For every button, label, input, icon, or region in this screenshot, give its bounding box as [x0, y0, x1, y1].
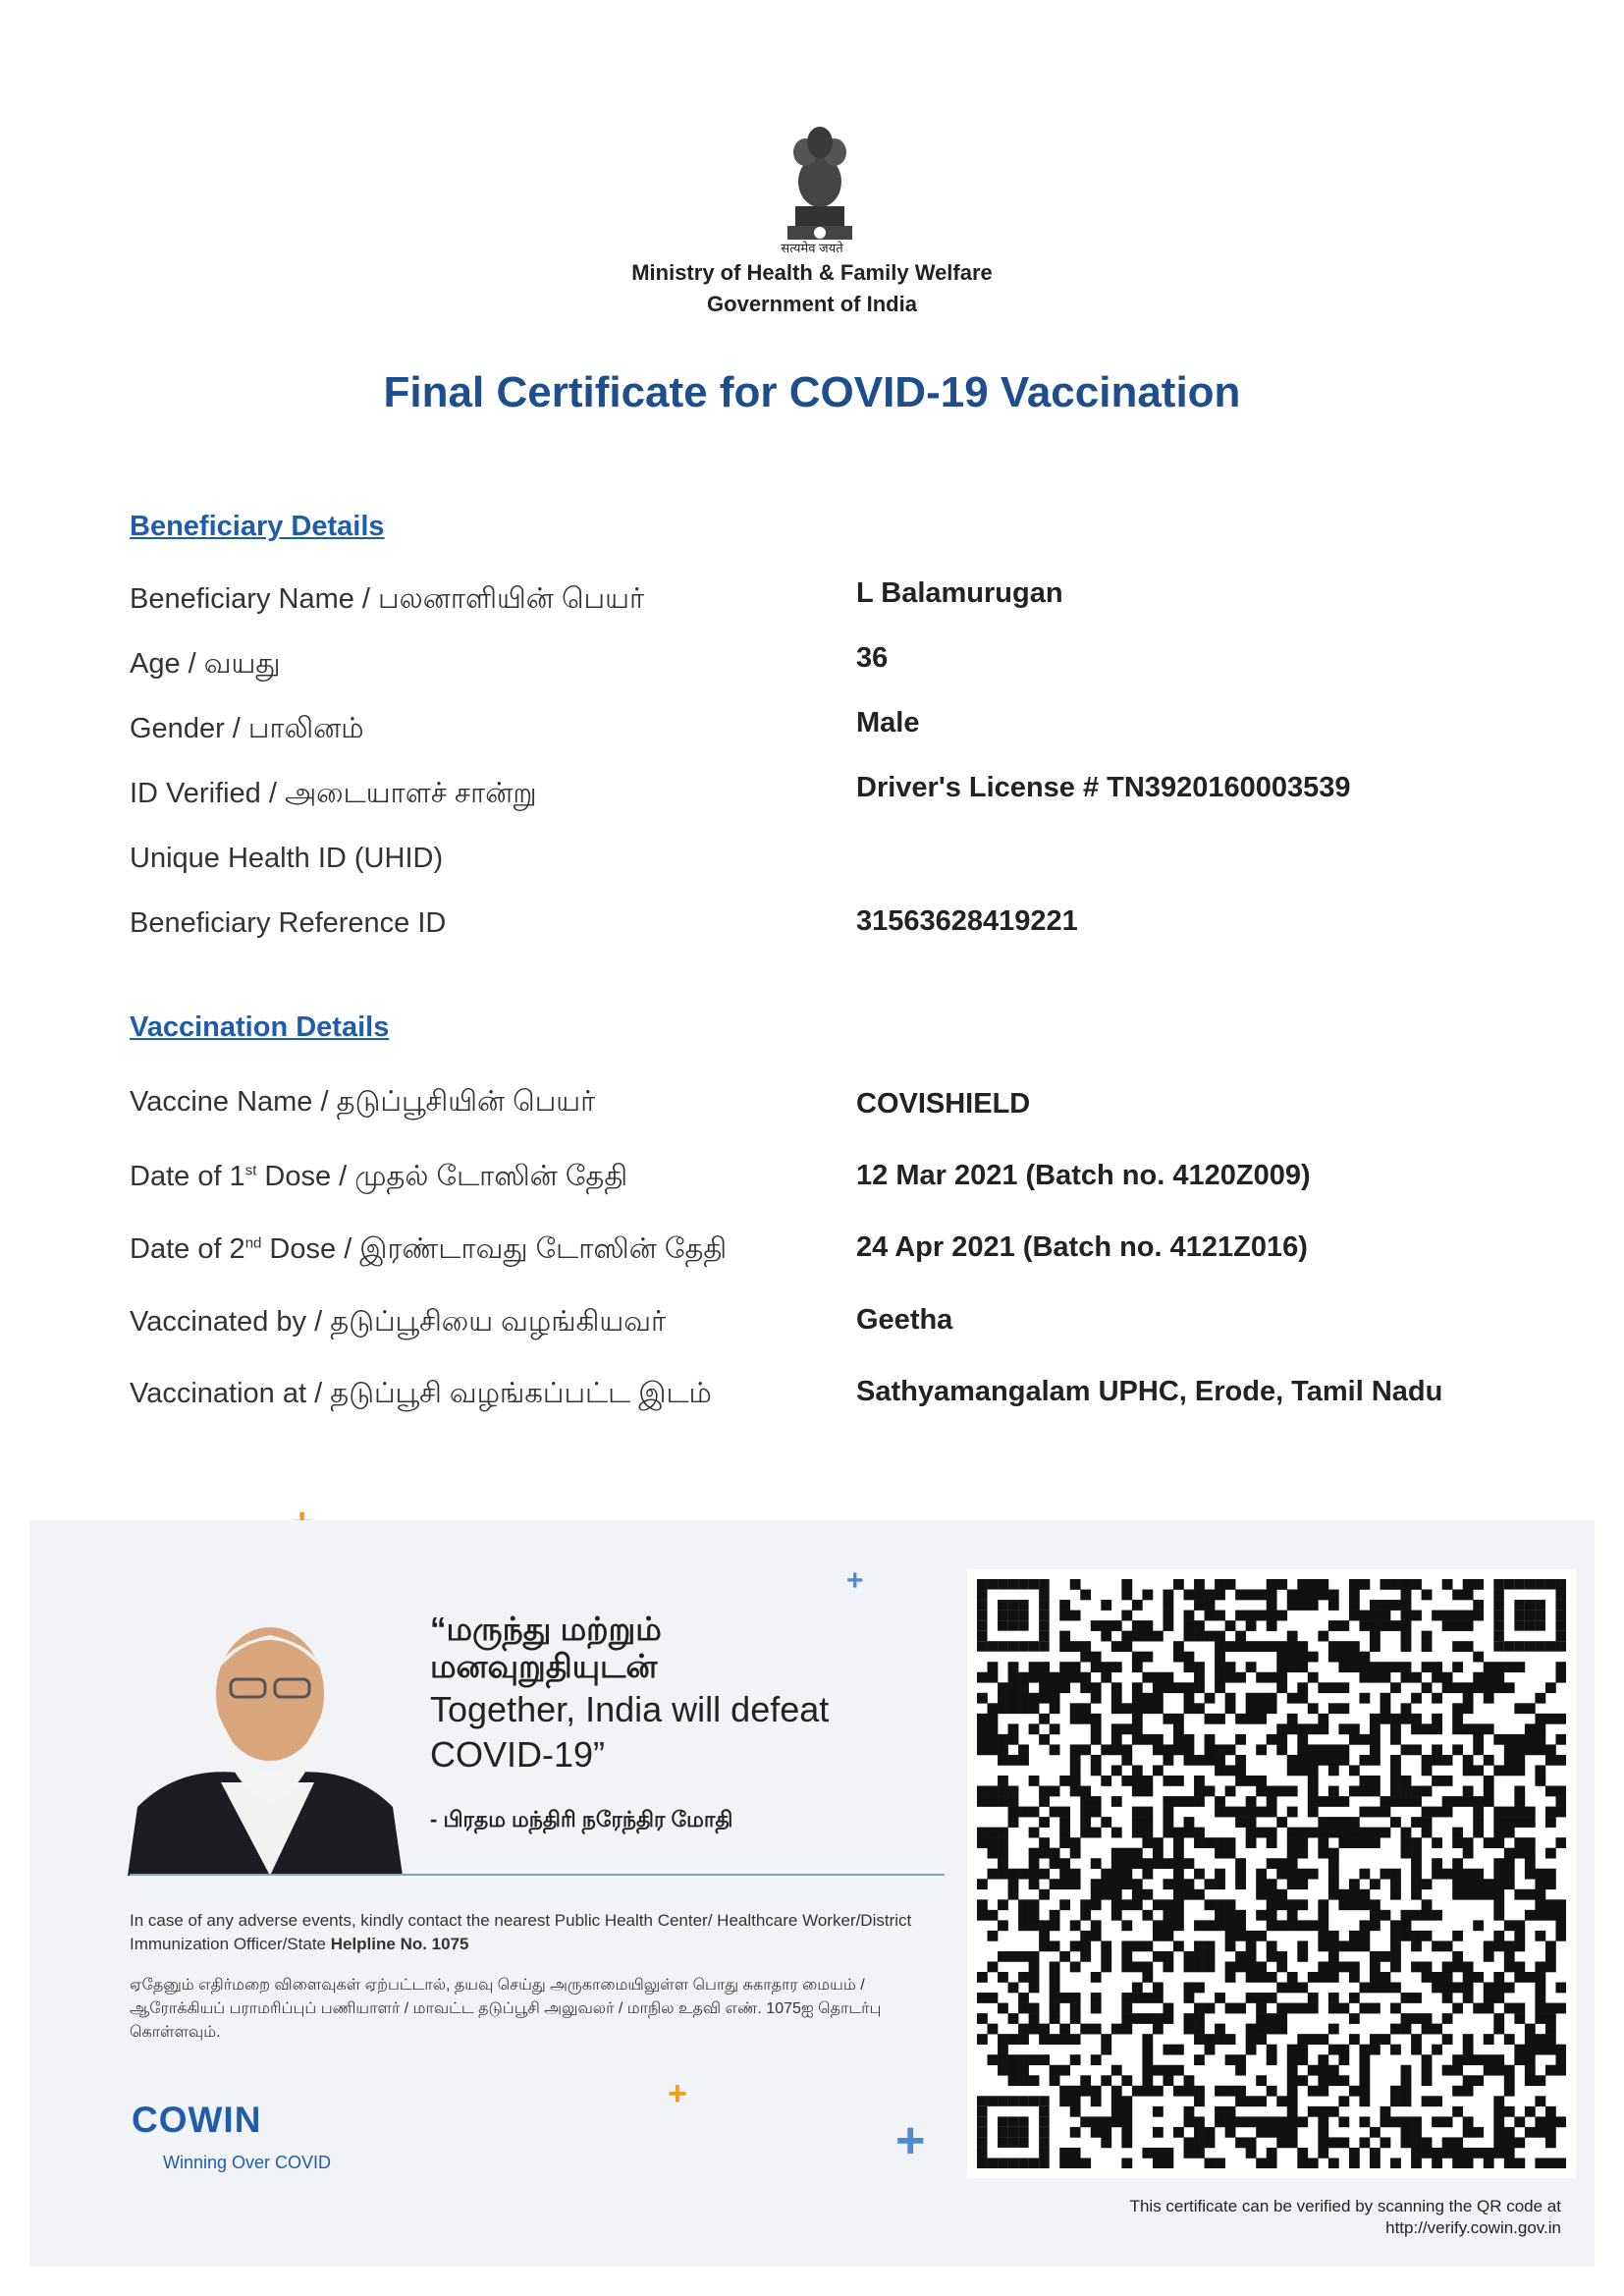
cowin-tagline: Winning Over COVID: [163, 2153, 332, 2172]
quote-tamil: “மருந்து மற்றும் மனவுறுதியுடன்: [430, 1611, 662, 1684]
qr-code-panel: [967, 1569, 1576, 2178]
helpline-tamil: ஏதேனும் எதிர்மறை விளைவுகள் ஏற்பட்டால், தயவு செய்து அருகாமையிலுள்ள பொது சுகாதார மையம் / ஆரோக்கியப் பராமரிப்புப் பணியாளர் / மாவட்ட தடுப்பூசி அலுவலர் / மாநில உதவி எண். 1075ஐ தொடர்பு கொள்ளவும்.: [130, 1977, 882, 2041]
emblem-motto: सत्यमेव जयते: [781, 241, 843, 255]
quote-attribution: - பிரதம மந்திரி நரேந்திர மோதி: [430, 1807, 733, 1831]
ministry-name: Ministry of Health & Family Welfare: [631, 260, 993, 285]
government-name: Government of India: [707, 292, 917, 316]
vaccinated-by-label: Vaccinated by / தடுப்பூசியை வழங்கியவர்: [130, 1306, 667, 1338]
plus-decoration-orange-2: +: [668, 2075, 687, 2112]
plus-decoration-blue-2: +: [895, 2112, 926, 2169]
beneficiary-name-value: L Balamurugan: [856, 577, 1063, 609]
age-label: Age / வயது: [130, 648, 281, 680]
quote-english: Together, India will defeat COVID-19”: [430, 1689, 830, 1775]
plus-decoration-blue: +: [846, 1564, 864, 1597]
certificate-title: Final Certificate for COVID-19 Vaccination: [383, 368, 1241, 416]
vaccine-name-label: Vaccine Name / தடுப்பூசியின் பெயர்: [130, 1086, 596, 1118]
id-verified-value: Driver's License # TN3920160003539: [856, 772, 1351, 803]
dose2-label: Date of 2nd Dose / இரண்டாவது டோஸின் தேதி: [130, 1233, 728, 1265]
vaccine-name-value: COVISHIELD: [856, 1088, 1031, 1120]
qr-code: [977, 1579, 1566, 2168]
vaccinated-by-value: Geetha: [856, 1304, 953, 1336]
verify-note: [884, 2196, 1561, 2239]
gender-value: Male: [856, 707, 920, 738]
verify-line-1: This certificate can be verified by scanning the QR code at: [1129, 2197, 1561, 2215]
dose1-value: 12 Mar 2021 (Batch no. 4120Z009): [856, 1160, 1311, 1191]
reference-id-label: Beneficiary Reference ID: [130, 907, 447, 939]
helpline-english: In case of any adverse events, kindly contact the nearest Public Health Center/ Healthcare Worker/District Immunization Officer/State Helpline No. 1075: [130, 1911, 912, 1953]
banner-divider: [130, 1874, 945, 1876]
gender-label: Gender / பாலினம்: [130, 713, 364, 744]
reference-id-value: 31563628419221: [856, 905, 1078, 937]
prime-minister-photo: [128, 1611, 412, 1876]
beneficiary-name-label: Beneficiary Name / பலனாளியின் பெயர்: [130, 583, 645, 615]
age-value: 36: [856, 642, 889, 674]
dose2-value: 24 Apr 2021 (Batch no. 4121Z016): [856, 1231, 1308, 1263]
vaccination-at-label: Vaccination at / தடுப்பூசி வழங்கப்பட்ட இடம்: [130, 1378, 712, 1409]
vaccination-section-title: Vaccination Details: [130, 1011, 390, 1043]
verify-url: http://verify.cowin.gov.in: [1385, 2218, 1561, 2237]
vaccination-at-value: Sathyamangalam UPHC, Erode, Tamil Nadu: [856, 1376, 1443, 1407]
id-verified-label: ID Verified / அடையாளச் சான்று: [130, 778, 537, 809]
uhid-label: Unique Health ID (UHID): [130, 843, 444, 874]
beneficiary-section-title: Beneficiary Details: [130, 511, 385, 542]
dose1-label: Date of 1st Dose / முதல் டோஸின் தேதி: [130, 1161, 628, 1192]
cowin-logo: COWIN: [132, 2100, 262, 2140]
